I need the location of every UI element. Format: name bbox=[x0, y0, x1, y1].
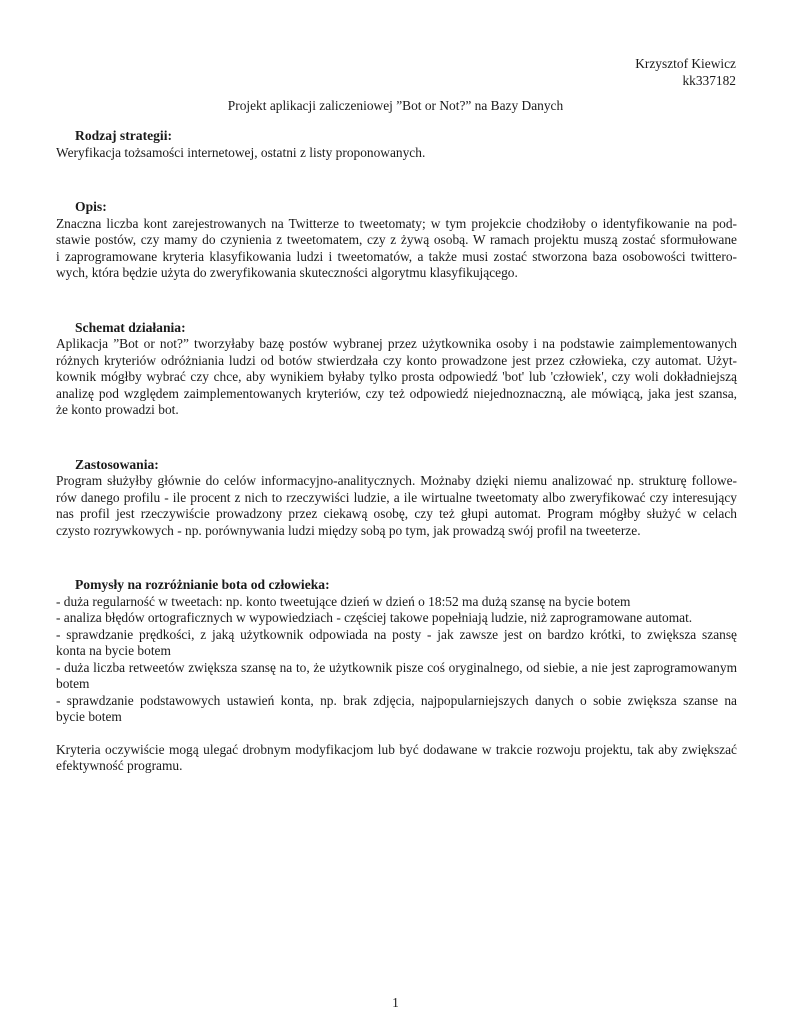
document-title: Projekt aplikacji zaliczeniowej ”Bot or Not?” na Bazy Danych bbox=[227, 98, 564, 113]
author-id: kk337182 bbox=[682, 72, 736, 88]
section-heading: Pomysły na rozróżnianie bota od człowieka: bbox=[75, 577, 330, 592]
paragraph-line: Znaczna liczba kont zarejestrowanych na Twitterze to tweetomaty; w tym projekcie chodziłoby o identyfikowanie na pod- bbox=[56, 215, 737, 231]
paragraph-line: Weryfikacja tożsamości internetowej, ostatni z listy proponowanych. bbox=[56, 144, 426, 160]
list-item-continuation: konta na bycie botem bbox=[56, 643, 171, 658]
paragraph-line: rów danego profilu - ile procent z nich to rzeczywiści ludzie, a ile wirtualne tweetomaty albo zweryfikować czy interesujący bbox=[56, 489, 737, 505]
paragraph-line: różnych kryteriów odróżniania ludzi od botów stwierdzała czy konto prowadzone jest przez człowieka, czy automat. Użyt- bbox=[56, 352, 737, 368]
document-body bbox=[56, 128, 737, 775]
section-paragraph bbox=[56, 216, 737, 282]
list-item: - sprawdzanie prędkości, z jaką użytkownik odpowiada na posty - jak zawsze jest on bardzo krótki, to zwiększa szansę bbox=[56, 626, 737, 642]
list-item: - duża liczba retweetów zwiększa szansę na to, że użytkownik pisze coś oryginalnego, od siebie, a nie jest zaprogramowanym bbox=[56, 659, 737, 675]
section-heading: Opis: bbox=[75, 199, 107, 214]
list-item: - sprawdzanie podstawowych ustawień konta, np. brak zdjęcia, najpopularniejszych danych o sobie zwiększa szanse na bbox=[56, 692, 737, 708]
author-name: Krzysztof Kiewicz bbox=[635, 56, 736, 71]
section-heading: Schemat działania: bbox=[75, 319, 186, 335]
section-paragraph bbox=[56, 145, 737, 162]
closing-paragraph bbox=[56, 742, 737, 775]
paragraph-line: efektywność programu. bbox=[56, 758, 183, 773]
section-paragraph bbox=[56, 336, 737, 419]
section-applications bbox=[56, 457, 737, 540]
list-item: - analiza błędów ortograficznych w wypowiedziach - częściej takowe popełniają ludzie, niż zaprogramowane automat. bbox=[56, 610, 693, 625]
paragraph-line: wych, która będzie użyta do zweryfikowania skuteczności algorytmu klasyfikującego. bbox=[56, 265, 518, 280]
section-strategy bbox=[56, 128, 737, 161]
section-ideas bbox=[56, 577, 737, 775]
paragraph-line: Aplikacja ”Bot or not?” tworzyłaby bazę postów wybranej przez użytkownika osoby i na podstawie zaimplementowanych bbox=[56, 336, 737, 351]
section-description bbox=[56, 199, 737, 282]
section-heading: Zastosowania: bbox=[75, 456, 159, 472]
ideas-list bbox=[56, 594, 737, 726]
paragraph-line: kownik mógłby wybrać czy chce, aby wynikiem byłaby tylko prosta odpowiedź 'bot' lub 'człowiek', czy woli dokładniejszą bbox=[56, 369, 737, 384]
paragraph-line: stawie postów, czy mamy do czynienia z tweetomatem, czy z żywą osobą. W ramach projektu muszą zostać sformułowane bbox=[56, 232, 737, 247]
paragraph-line: że konto prowadzi bot. bbox=[56, 402, 179, 417]
paragraph-line: analizę pod względem zaimplementowanych kryteriów, czy też odpowiedź niejednoznaczną, ale mówiącą, jaka jest szansa, bbox=[56, 385, 737, 401]
author-block bbox=[635, 56, 736, 89]
paragraph-line: Program służyłby głównie do celów informacyjno-analitycznych. Możnaby dzięki niemu analizować np. strukturę followe- bbox=[56, 473, 737, 488]
paragraph-line: Kryteria oczywiście mogą ulegać drobnym modyfikacjom lub być dodawane w trakcie rozwoju projektu, tak aby zwiększać bbox=[56, 741, 737, 757]
list-item-continuation: bycie botem bbox=[56, 709, 122, 724]
paragraph-line: i zaprogramowane kryteria klasyfikowania ludzi i tweetomatów, a także musi zostać stworzona baza osobowości twittero- bbox=[56, 248, 737, 264]
paragraph-line: czysto rozrywkowych - np. porównywania ludzi między sobą po tym, jak prowadzą swój profil na tweeterze. bbox=[56, 522, 641, 538]
section-heading: Rodzaj strategii: bbox=[75, 128, 173, 143]
paragraph-line: nas profil jest rzeczywiście prowadzony przez ciekawą osobę, czy też głupi automat. Program mógłby służyć w celach bbox=[56, 506, 737, 521]
list-item-continuation: botem bbox=[56, 676, 90, 691]
page-number: 1 bbox=[392, 995, 399, 1010]
section-scheme bbox=[56, 320, 737, 419]
section-paragraph bbox=[56, 473, 737, 539]
list-item: - duża regularność w tweetach: np. konto tweetujące dzień w dzień o 18:52 ma dużą szansę na bycie botem bbox=[56, 593, 631, 609]
